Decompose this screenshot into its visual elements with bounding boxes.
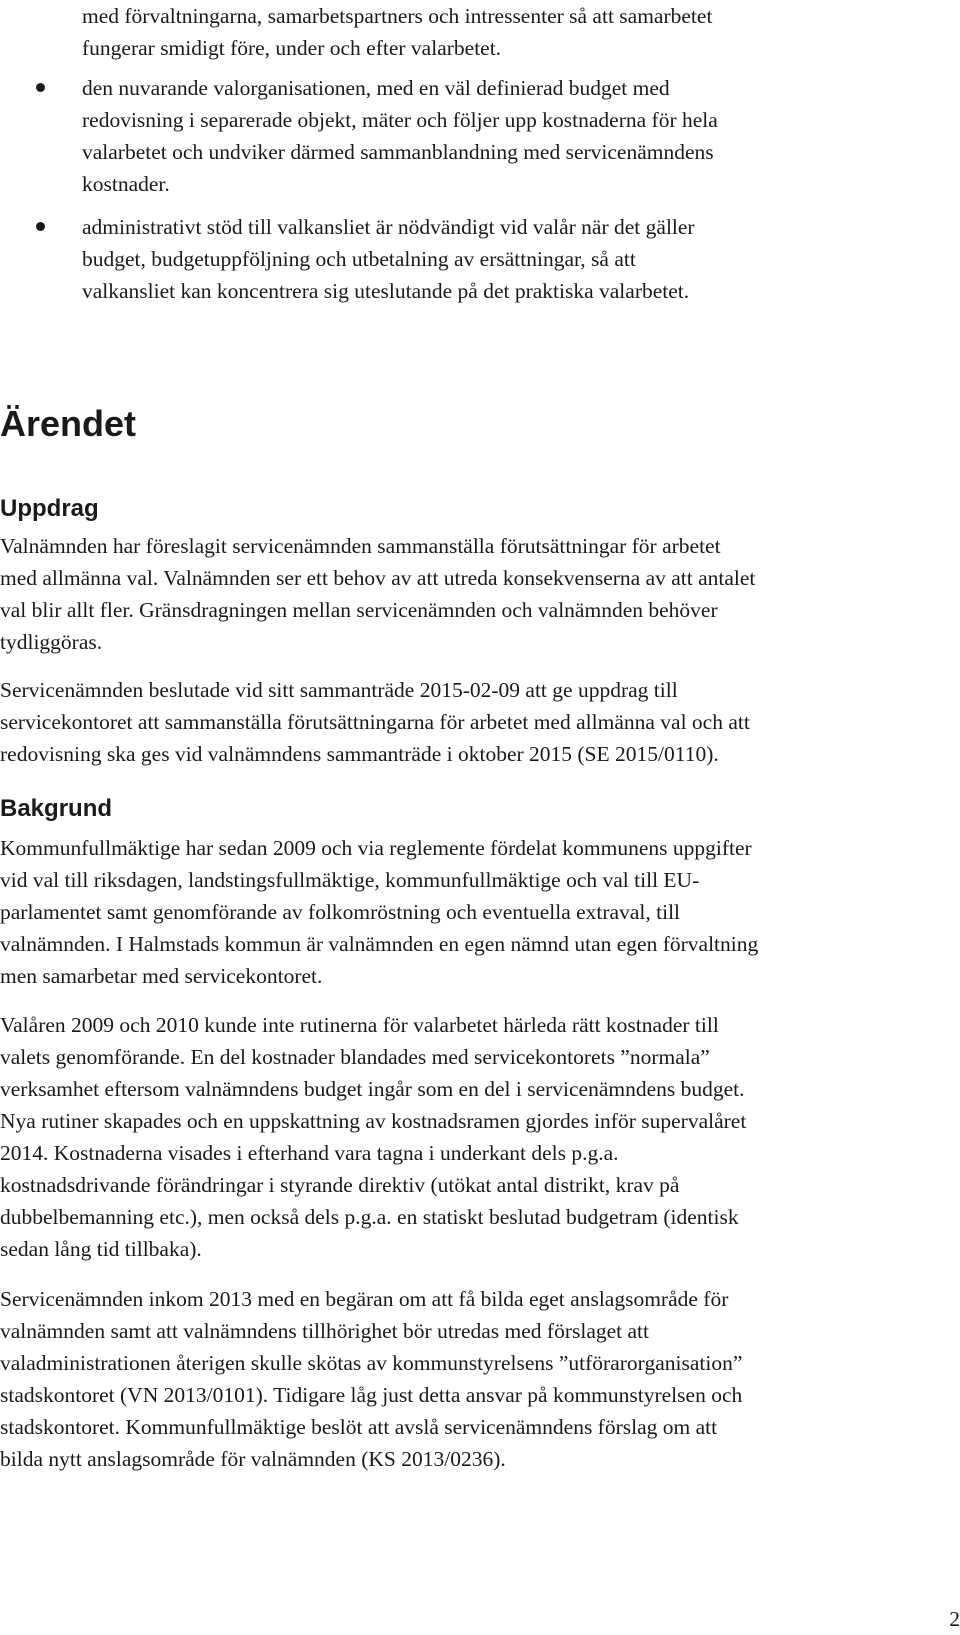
text-line: med förvaltningarna, samarbetspartners och intressenter så att samarbetet [82,4,713,28]
bakgrund-paragraph-3 [0,1283,742,1475]
bakgrund-heading: Bakgrund [0,795,113,822]
text-line: tydliggöras. [0,630,103,654]
text-line: administrativt stöd till valkansliet är nödvändigt vid valår när det gäller [82,215,695,239]
bullet-item [82,72,718,200]
text-line: Valåren 2009 och 2010 kunde inte rutinerna för valarbetet härleda rätt kostnader till [0,1013,719,1037]
bullet-dot-icon [36,83,45,92]
text-line: valnämnden. I Halmstads kommun är valnämnden en egen nämnd utan egen förvaltning [0,932,759,956]
intro-continuation [82,0,712,64]
bakgrund-paragraph-2 [0,1009,746,1265]
text-line: dubbelbemanning etc.), men också dels p.g.a. en statiskt beslutad budgetram (identisk [0,1205,739,1229]
bullet-item [82,211,695,307]
text-line: Servicenämnden inkom 2013 med en begäran om att få bilda eget anslagsområde för [0,1287,729,1311]
text-line: verksamhet eftersom valnämndens budget ingår som en del i servicenämndens budget. [0,1077,745,1101]
text-line: kostnader. [82,172,170,196]
uppdrag-paragraph-2 [0,674,750,770]
text-line: vid val till riksdagen, landstingsfullmäktige, kommunfullmäktige och val till EU- [0,868,700,892]
text-line: kostnadsdrivande förändringar i styrande direktiv (utökat antal distrikt, krav på [0,1173,680,1197]
section-title: Ärendet [0,403,137,444]
text-line: bilda nytt anslagsområde för valnämnden (KS 2013/0236). [0,1447,506,1471]
text-line: fungerar smidigt före, under och efter valarbetet. [82,36,502,60]
text-line: Servicenämnden beslutade vid sitt sammanträde 2015-02-09 att ge uppdrag till [0,678,678,702]
bullet-dot-icon [36,222,45,231]
text-line: servicekontoret att sammanställa förutsättningarna för arbetet med allmänna val och att [0,710,750,734]
text-line: valkansliet kan koncentrera sig uteslutande på det praktiska valarbetet. [82,279,690,303]
text-line: den nuvarande valorganisationen, med en väl definierad budget med [82,76,670,100]
uppdrag-heading: Uppdrag [0,495,99,522]
text-line: stadskontoret (VN 2013/0101). Tidigare låg just detta ansvar på kommunstyrelsen och [0,1383,743,1407]
text-line: Nya rutiner skapades och en uppskattning av kostnadsramen gjordes inför supervalåret [0,1109,747,1133]
text-line: budget, budgetuppföljning och utbetalning av ersättningar, så att [82,247,636,271]
uppdrag-paragraph-1 [0,530,755,658]
text-line: redovisning ska ges vid valnämndens sammanträde i oktober 2015 (SE 2015/0110). [0,742,719,766]
text-line: valadministrationen återigen skulle skötas av kommunstyrelsens ”utförarorganisation” [0,1351,743,1375]
text-line: 2014. Kostnaderna visades i efterhand vara tagna i underkant dels p.g.a. [0,1141,619,1165]
text-line: val blir allt fler. Gränsdragningen mellan servicenämnden och valnämnden behöver [0,598,718,622]
text-line: valnämnden samt att valnämndens tillhörighet bör utredas med förslaget att [0,1319,649,1343]
text-line: med allmänna val. Valnämnden ser ett behov av att utreda konsekvenserna av att antalet [0,566,756,590]
text-line: valets genomförande. En del kostnader blandades med servicekontorets ”normala” [0,1045,710,1069]
text-line: Kommunfullmäktige har sedan 2009 och via reglemente fördelat kommunens uppgifter [0,836,752,860]
text-line: stadskontoret. Kommunfullmäktige beslöt att avslå servicenämndens förslag om att [0,1415,718,1439]
page-number: 2 [949,1607,960,1631]
text-line: redovisning i separerade objekt, mäter och följer upp kostnaderna för hela [82,108,718,132]
text-line: valarbetet och undviker därmed sammanblandning med servicenämndens [82,140,714,164]
text-line: men samarbetar med servicekontoret. [0,964,323,988]
text-line: parlamentet samt genomförande av folkomröstning och eventuella extraval, till [0,900,681,924]
text-line: Valnämnden har föreslagit servicenämnden sammanställa förutsättningar för arbetet [0,534,721,558]
text-line: sedan lång tid tillbaka). [0,1237,202,1261]
bakgrund-paragraph-1 [0,832,758,992]
